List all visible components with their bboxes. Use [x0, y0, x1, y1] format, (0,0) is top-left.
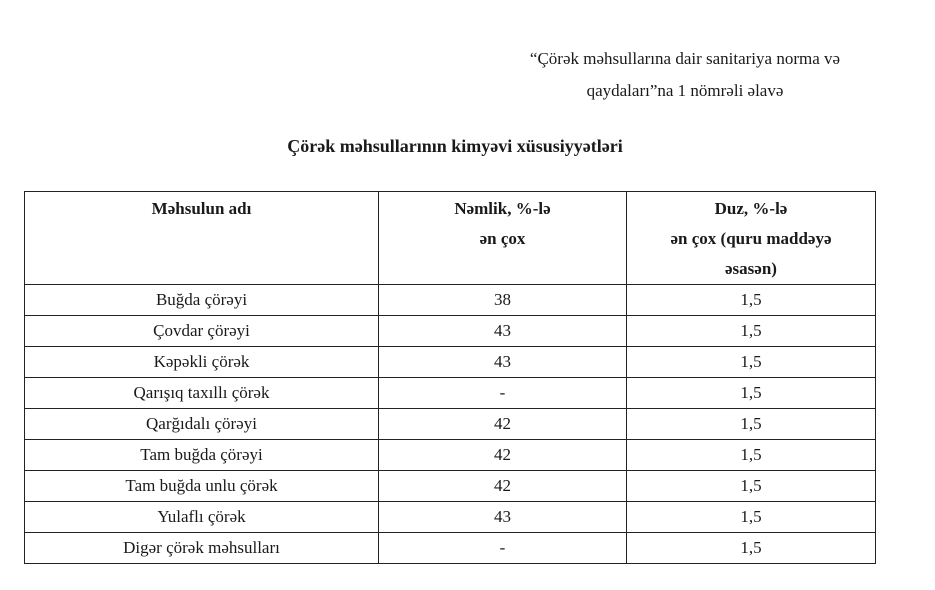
cell-moisture: -: [379, 378, 627, 409]
cell-product-name: Qarışıq taxıllı çörək: [25, 378, 379, 409]
cell-product-name: Qarğıdalı çörəyi: [25, 409, 379, 440]
header-product-name: [25, 192, 379, 285]
header-line: Nəmlik, %-lə: [454, 199, 551, 218]
cell-moisture: 43: [379, 316, 627, 347]
table-row: [25, 409, 876, 440]
cell-product-name: Tam buğda unlu çörək: [25, 471, 379, 502]
header-line: Məhsulun adı: [151, 199, 252, 218]
table-row: [25, 533, 876, 564]
document-title: Çörək məhsullarının kimyəvi xüsusiyyətləri: [287, 136, 623, 156]
annex-line-2: qaydaları”na 1 nömrəli əlavə: [586, 81, 784, 100]
table-row: [25, 502, 876, 533]
cell-salt: 1,5: [627, 378, 876, 409]
cell-moisture: 42: [379, 471, 627, 502]
cell-salt: 1,5: [627, 471, 876, 502]
table-row: [25, 440, 876, 471]
cell-moisture: 42: [379, 440, 627, 471]
cell-salt: 1,5: [627, 316, 876, 347]
cell-product-name: Yulaflı çörək: [25, 502, 379, 533]
cell-moisture: -: [379, 533, 627, 564]
cell-product-name: Digər çörək məhsulları: [25, 533, 379, 564]
table-row: [25, 378, 876, 409]
table-row: [25, 471, 876, 502]
header-line: ən çox: [479, 229, 526, 248]
cell-moisture: 42: [379, 409, 627, 440]
cell-salt: 1,5: [627, 502, 876, 533]
header-line: ən çox (quru maddəyə: [670, 229, 832, 248]
cell-salt: 1,5: [627, 409, 876, 440]
header-salt: [627, 192, 876, 285]
cell-product-name: Tam buğda çörəyi: [25, 440, 379, 471]
annex-line-1: “Çörək məhsullarına dair sanitariya norma və: [529, 49, 841, 68]
cell-salt: 1,5: [627, 285, 876, 316]
cell-moisture: 38: [379, 285, 627, 316]
cell-product-name: Çovdar çörəyi: [25, 316, 379, 347]
annex-note: [450, 43, 920, 107]
chemical-properties-table: [24, 191, 876, 564]
header-line: əsasən): [725, 259, 777, 278]
header-line: Duz, %-lə: [714, 199, 788, 218]
table-row: [25, 285, 876, 316]
table-row: [25, 316, 876, 347]
header-moisture: [379, 192, 627, 285]
cell-product-name: Kəpəkli çörək: [25, 347, 379, 378]
table-row: [25, 347, 876, 378]
table-body: [25, 285, 876, 564]
table-header-row: [25, 192, 876, 285]
cell-salt: 1,5: [627, 533, 876, 564]
cell-salt: 1,5: [627, 347, 876, 378]
cell-moisture: 43: [379, 502, 627, 533]
cell-salt: 1,5: [627, 440, 876, 471]
cell-moisture: 43: [379, 347, 627, 378]
cell-product-name: Buğda çörəyi: [25, 285, 379, 316]
